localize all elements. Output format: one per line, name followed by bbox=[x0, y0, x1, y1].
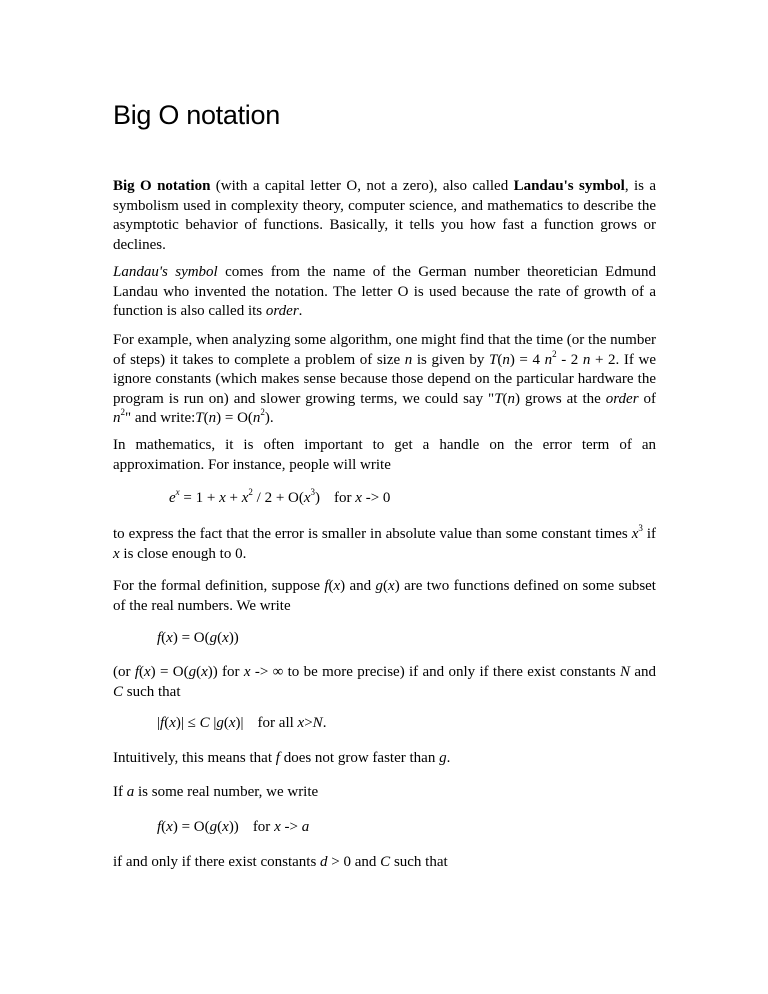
page-title: Big O notation bbox=[113, 100, 280, 130]
term-landau: Landau's symbol bbox=[513, 178, 625, 194]
paragraph-formal-definition: For the formal definition, suppose f(x) and g(x) are two functions defined on some subset of the real numbers. We write bbox=[113, 578, 656, 614]
equation-big-o: f(x) = O(g(x)) bbox=[157, 630, 239, 646]
paragraph-error: to express the fact that the error is smaller in absolute value than some constant times $x^3$ if x is close enough to 0. bbox=[113, 523, 656, 562]
paragraph-precise: (or f(x) = O(g(x)) for x -> ∞ to be more precise) if and only if there exist constants N and C such that bbox=[113, 664, 656, 700]
paragraph-intuition: Intuitively, this means that f does not grow faster than g. bbox=[113, 750, 451, 766]
equation-exponential: $e^x = 1 + x + x^2 / 2 + O(x^3)$ for x -> 0 bbox=[169, 487, 391, 506]
paragraph-constants: if and only if there exist constants d > 0 and C such that bbox=[113, 854, 448, 870]
paragraph-intro: Big O notation (with a capital letter O, not a zero), also called Landau's symbol, is a symbolism used in complexity theory, computer science, and mathematics to describe the asymptotic behavior of functions. Basically, it tells you how fast a function grows or declines. bbox=[113, 178, 657, 253]
equation-limit: f(x) = O(g(x)) for x -> a bbox=[157, 819, 310, 835]
paragraph-approximation: In mathematics, it is often important to get a handle on the error term of an approximation. For instance, people will write bbox=[113, 437, 656, 473]
paragraph-landau: Landau's symbol comes from the name of the German number theoretician Edmund Landau who invented the notation. The letter O is used because the rate of growth of a function is also called its order. bbox=[113, 264, 656, 319]
term-big-o: Big O notation bbox=[113, 178, 211, 194]
paragraph-example: For example, when analyzing some algorithm, one might find that the time (or the number of steps) it takes to complete a problem of size n is given by T(n) = 4 $n^2 - 2$ n + 2. If we ignore constants (which makes sense because those depend on the particular hardware the program is run on) and slower growing terms, we could say "T(n) grows at the order of $n^2$" and write:T(n) = $O(n^2)$. bbox=[113, 332, 657, 426]
equation-inequality: |f(x)| ≤ C |g(x)| for all x>N. bbox=[157, 715, 327, 731]
paragraph-real-number: If a is some real number, we write bbox=[113, 784, 319, 800]
